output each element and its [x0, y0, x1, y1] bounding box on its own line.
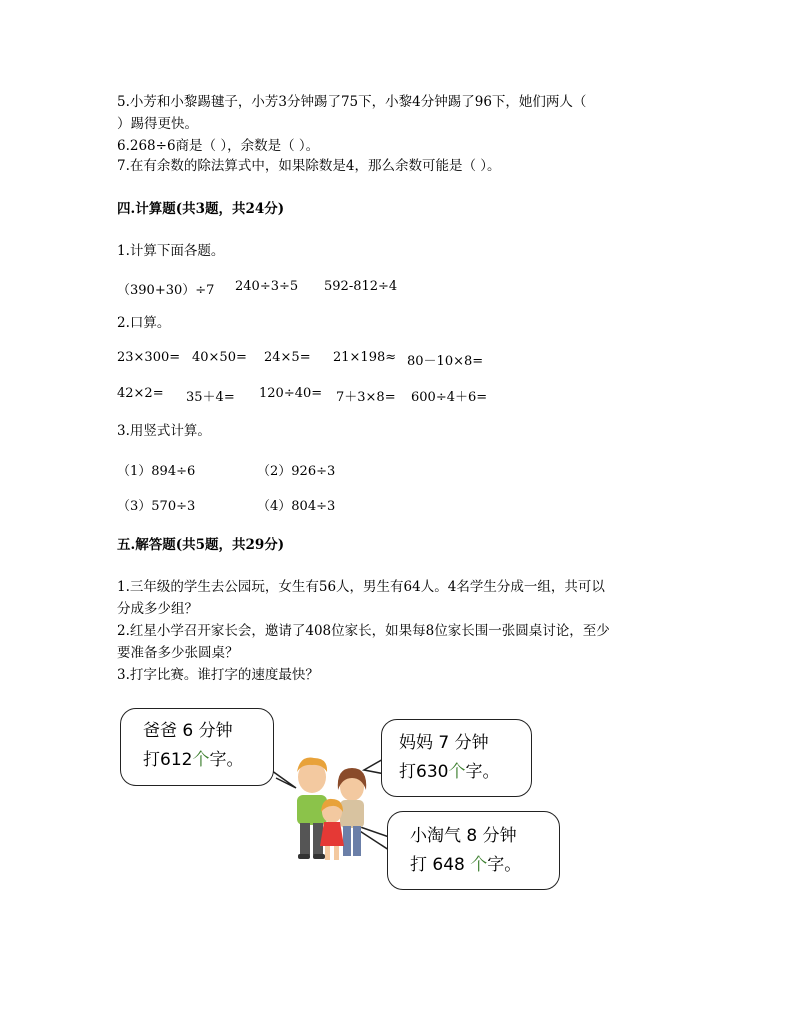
kid-bubble-line1: 小淘气 8 分钟: [410, 826, 517, 846]
word-problem-1-line1: 1.三年级的学生去公园玩，女生有56人，男生有64人。4名学生分成一组，共可以: [117, 579, 605, 595]
calc-q1-label: 1.计算下面各题。: [117, 243, 225, 259]
vertical-calc-item: （4）804÷3: [257, 499, 336, 514]
mom-bubble-line2: [399, 758, 499, 786]
mom-bubble-tail-text: 字。: [465, 762, 500, 782]
section-5-title: 五.解答题(共5题，共29分): [117, 537, 285, 553]
mom-bubble-count: 打630: [399, 762, 449, 782]
dad-speech-bubble: [120, 708, 274, 786]
vertical-calc-item: （1）894÷6: [117, 464, 196, 479]
word-problem-1-line2: 分成多少组？: [117, 601, 198, 617]
dad-bubble-measure-word: 个: [192, 750, 210, 770]
question-6: 6.268÷6商是（ ），余数是（ ）。: [117, 138, 320, 154]
mental-math-item: 35＋4=: [186, 390, 235, 405]
kid-speech-bubble: [387, 811, 560, 890]
word-problem-2-line1: 2.红星小学召开家长会，邀请了408位家长，如果每8位家长围一张圆桌讨论，至少: [117, 623, 610, 639]
calc-q2-label: 2.口算。: [117, 315, 171, 331]
question-5-line2: ）踢得更快。: [117, 116, 198, 132]
question-5-line1: 5.小芳和小黎踢毽子，小芳3分钟踢了75下，小黎4分钟踢了96下，她们两人（: [117, 94, 587, 110]
calc-q3-label: 3.用竖式计算。: [117, 423, 211, 439]
word-problem-2-line2: 要准备多少张圆桌？: [117, 645, 239, 661]
kid-bubble-tail-text: 字。: [487, 855, 522, 875]
vertical-calc-item: （3）570÷3: [117, 499, 196, 514]
calc-item: （390+30）÷7: [117, 283, 215, 298]
mental-math-item: 40×50=: [192, 350, 247, 365]
mental-math-item: 600÷4＋6=: [411, 390, 488, 405]
mental-math-item: 23×300=: [117, 350, 181, 365]
mental-math-item: 24×5=: [264, 350, 311, 365]
dad-bubble-tail-text: 字。: [209, 750, 244, 770]
word-problem-3: 3.打字比赛。谁打字的速度最快？: [117, 667, 319, 683]
mental-math-item: 21×198≈: [333, 350, 397, 365]
kid-bubble-measure-word: 个: [470, 855, 488, 875]
vertical-calc-item: （2）926÷3: [257, 464, 336, 479]
question-7: 7.在有余数的除法算式中，如果除数是4，那么余数可能是（ ）。: [117, 158, 501, 174]
mental-math-item: 120÷40=: [259, 386, 323, 401]
dad-bubble-count: 打612: [143, 750, 193, 770]
mom-bubble-measure-word: 个: [448, 762, 466, 782]
calc-item: 592-812÷4: [324, 279, 398, 294]
dad-bubble-line2: [143, 746, 243, 774]
section-4-title: 四.计算题(共3题，共24分): [117, 201, 285, 217]
mom-speech-bubble: [381, 719, 532, 797]
mental-math-item: 42×2=: [117, 386, 164, 401]
child-figure: [320, 799, 344, 860]
mom-bubble-line1: 妈妈 7 分钟: [399, 733, 489, 753]
dad-bubble-line1: 爸爸 6 分钟: [143, 721, 233, 741]
mental-math-item: 7＋3×8=: [336, 390, 396, 405]
kid-bubble-count: 打 648: [410, 855, 471, 875]
mental-math-item: 80－10×8=: [407, 354, 484, 369]
calc-item: 240÷3÷5: [235, 279, 299, 294]
kid-bubble-line2: [410, 851, 521, 879]
